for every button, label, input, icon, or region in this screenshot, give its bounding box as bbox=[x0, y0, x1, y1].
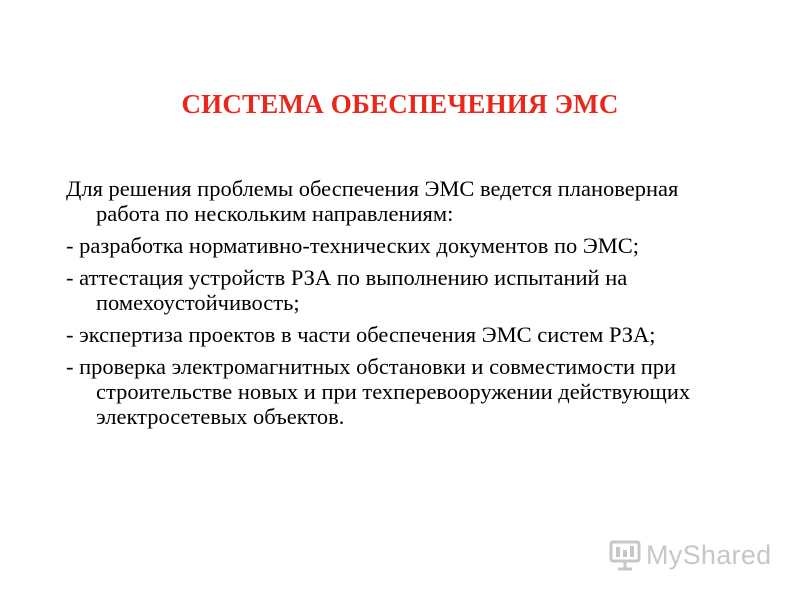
watermark-logo bbox=[608, 538, 771, 572]
watermark-text: MyShared bbox=[646, 539, 772, 570]
slide-body bbox=[66, 176, 746, 436]
bullet-item-documents: - разработка нормативно-технических документов по ЭМС; bbox=[66, 233, 640, 258]
presentation-board-icon bbox=[608, 538, 642, 572]
body-paragraph-intro: Для решения проблемы обеспечения ЭМС ведется плановерная работа по нескольким направлениям: bbox=[66, 176, 679, 226]
slide-title: СИСТЕМА ОБЕСПЕЧЕНИЯ ЭМС bbox=[181, 89, 619, 119]
bullet-item-compatibility-check: - проверка электромагнитных обстановки и совместимости при строительстве новых и при техперевооружении действующих электросетевых объектов. bbox=[66, 354, 691, 429]
bullet-item-project-expertise: - экспертиза проектов в части обеспечения ЭМС систем РЗА; bbox=[66, 322, 656, 347]
bullet-item-certification: - аттестация устройств РЗА по выполнению испытаний на помехоустойчивость; bbox=[66, 265, 628, 315]
